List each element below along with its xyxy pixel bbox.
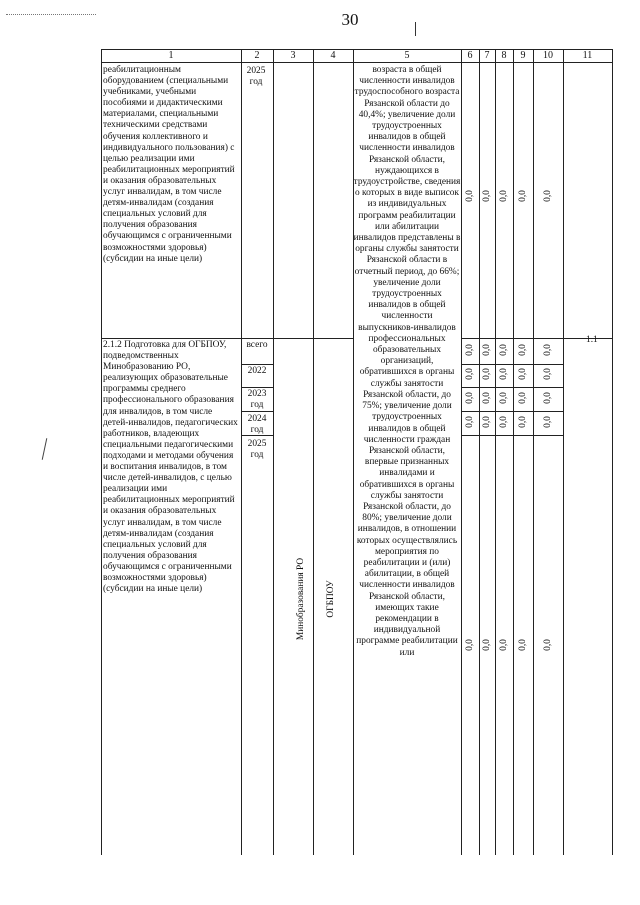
row-main-r3-value-9: 0,0 — [518, 416, 528, 428]
year-line-1 — [241, 387, 273, 388]
column-line-2 — [273, 49, 274, 855]
year-line-2 — [241, 411, 273, 412]
page-number: 30 — [341, 10, 359, 29]
header-col-9: 9 — [520, 50, 526, 61]
header-col-4: 4 — [330, 50, 336, 61]
column-line-4 — [353, 49, 354, 855]
year-line-3 — [241, 435, 273, 436]
header-col-6: 6 — [467, 50, 473, 61]
row-main-year-1: 2022 — [247, 366, 267, 376]
value-line-1 — [461, 387, 563, 388]
header-col-1: 1 — [168, 50, 174, 61]
row-main-r4-value-7: 0,0 — [482, 639, 492, 651]
row-main-r3-value-6: 0,0 — [465, 416, 475, 428]
row-main-r4-value-8: 0,0 — [499, 639, 509, 651]
row-main-col1: 2.1.2 Подготовка для ОГБПОУ, подведомственных Минобразованию РО, реализующих образовательные программы среднего профессионального образования для инвалидов, в том числе детей-инвалидов, педагогических работников, владеющих специальными педагогическими подходами и методами обучения и воспитания инвалидов, в том числе детей-инвалидов, с целью реализации ими реабилитационных мероприятий и оказания образовательных услуг инвалидам, в том числе детям-инвалидам (создания специальных условий для получения образования обучающимся с ограниченными возможностями здоровья) (субсидии на иные цели) — [103, 340, 238, 595]
col5-text: возраста в общей численности инвалидов трудоспособного возраста Рязанской области до 40,4%; увеличение доли трудоустроенных инвалидов в общей численности инвалидов Рязанской области, нуждающихся в трудоустройстве, сведения о которых в виде выписок из индивидуальных программ реабилитации или абилитации инвалидов представлены в органы службы занятости Рязанской области в отчетный период, до 66%; увеличение доли трудоустроенных инвалидов в общей численности выпускников-инвалидов профессиональных образовательных организаций, обратившихся в органы службы занятости Рязанской области, до 75%; увеличение доли трудоустроенных инвалидов в общей численности граждан Рязанской области, впервые признанных инвалидами и обратившихся в органы службы занятости Рязанской области, до 80%; увеличение доли инвалидов, в отношении которых осуществлялись мероприятия по реабилитации и (или) абилитации, в общей численности инвалидов Рязанской области, имеющих такие рекомендации в индивидуальной программе реабилитации или — [353, 65, 461, 658]
header-col-2: 2 — [254, 50, 260, 61]
row-main-r2-value-7: 0,0 — [482, 392, 492, 404]
column-line-6 — [479, 49, 480, 855]
row-main-r2-value-10: 0,0 — [543, 392, 553, 404]
row-main-r2-value-9: 0,0 — [518, 392, 528, 404]
row-top-value-8: 0,0 — [499, 190, 509, 202]
row-main-r0-value-8: 0,0 — [499, 344, 509, 356]
row-main-r0-value-10: 0,0 — [543, 344, 553, 356]
row-main-r1-value-7: 0,0 — [482, 368, 492, 380]
column-line-9 — [533, 49, 534, 855]
row-separator-left — [101, 338, 353, 339]
year-line-0 — [241, 364, 273, 365]
row-main-year-4: 2025 год — [247, 439, 267, 460]
row-top-col1: реабилитационным оборудованием (специальными учебниками, учебными пособиями и дидактическими материалами, специальными техническими средствами обучения коллективного и индивидуального пользования) с целью реализации ими реабилитационных мероприятий и оказания образовательных услуг инвалидам, в том числе детям-инвалидам (создания специальных условий для получения образования обучающимся с ограниченными возможностями здоровья) (субсидии на иные цели) — [103, 65, 235, 264]
top-scrawl — [6, 14, 96, 18]
column-line-7 — [495, 49, 496, 855]
header-col-7: 7 — [484, 50, 490, 61]
row-main-col3: Минобразования РО — [296, 557, 306, 641]
row-main-r3-value-10: 0,0 — [543, 416, 553, 428]
row-top-value-6: 0,0 — [465, 190, 475, 202]
row-main-col4: ОГБПОУ — [326, 580, 336, 618]
header-col-11: 11 — [582, 50, 593, 61]
header-col-10: 10 — [543, 50, 553, 61]
column-line-11 — [612, 49, 613, 855]
row-main-r2-value-6: 0,0 — [465, 392, 475, 404]
column-line-3 — [313, 49, 314, 855]
main-table — [101, 49, 612, 855]
value-line-0 — [461, 364, 563, 365]
header-col-8: 8 — [501, 50, 507, 61]
column-line-1 — [241, 49, 242, 855]
row-main-r3-value-7: 0,0 — [482, 416, 492, 428]
row-main-r1-value-6: 0,0 — [465, 368, 475, 380]
row-main-r1-value-8: 0,0 — [499, 368, 509, 380]
row-main-r1-value-9: 0,0 — [518, 368, 528, 380]
column-line-10 — [563, 49, 564, 855]
column-line-0 — [101, 49, 102, 855]
side-mark-11: 1.1 — [586, 335, 598, 345]
header-col-3: 3 — [290, 50, 296, 61]
row-main-r3-value-8: 0,0 — [499, 416, 509, 428]
row-main-r1-value-10: 0,0 — [543, 368, 553, 380]
column-line-8 — [513, 49, 514, 855]
row-main-r4-value-10: 0,0 — [543, 639, 553, 651]
row-main-r0-value-7: 0,0 — [482, 344, 492, 356]
column-line-5 — [461, 49, 462, 855]
value-line-3 — [461, 435, 563, 436]
row-top-value-9: 0,0 — [518, 190, 528, 202]
row-top-value-10: 0,0 — [543, 190, 553, 202]
header-bottom-border — [101, 62, 612, 63]
row-main-r2-value-8: 0,0 — [499, 392, 509, 404]
row-top-value-7: 0,0 — [482, 190, 492, 202]
table-top-border — [101, 49, 612, 50]
row-main-r0-value-9: 0,0 — [518, 344, 528, 356]
tick-mark — [415, 22, 416, 36]
row-main-year-2: 2023 год — [247, 389, 267, 410]
row-main-r4-value-6: 0,0 — [465, 639, 475, 651]
row-main-r0-value-6: 0,0 — [465, 344, 475, 356]
side-scrawl — [42, 438, 48, 460]
header-col-5: 5 — [404, 50, 410, 61]
row-main-year-0: всего — [246, 340, 268, 350]
row-top-col2: 2025 год — [246, 66, 266, 87]
row-main-r4-value-9: 0,0 — [518, 639, 528, 651]
row-main-year-3: 2024 год — [247, 414, 267, 435]
value-line-2 — [461, 411, 563, 412]
